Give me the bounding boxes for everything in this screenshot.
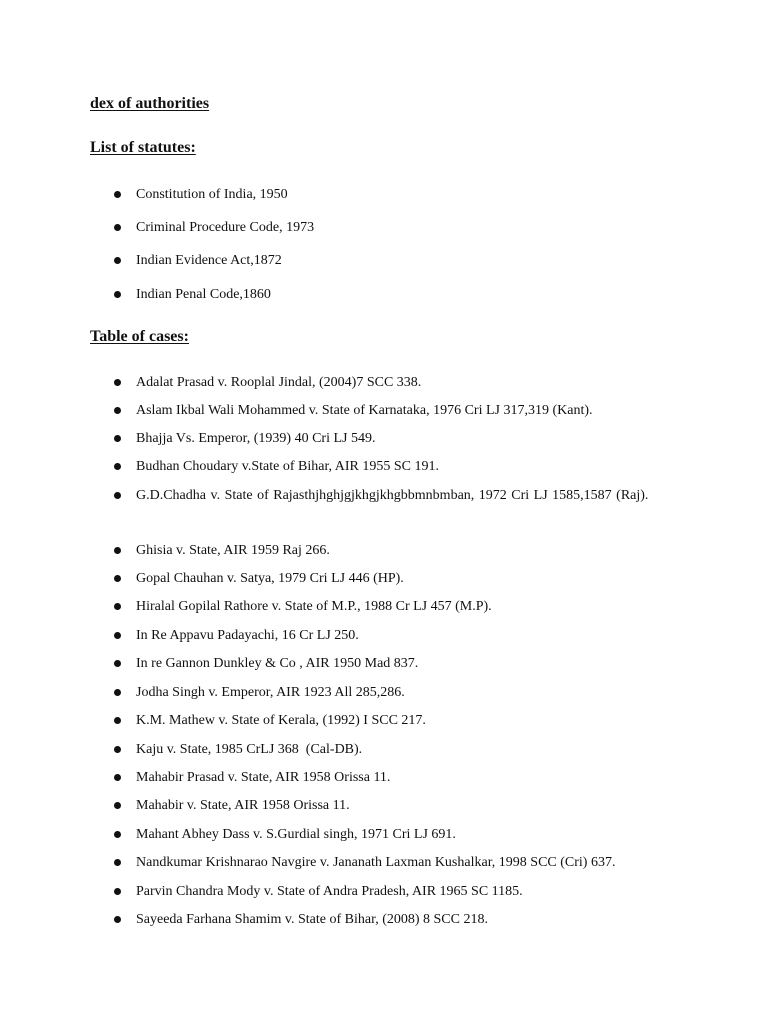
bullet-icon xyxy=(114,717,121,724)
statute-text: Indian Penal Code,1860 xyxy=(136,287,271,302)
bullet-icon xyxy=(114,407,121,414)
case-text: Mahabir v. State, AIR 1958 Orissa 11. xyxy=(136,798,350,813)
case-text: Adalat Prasad v. Rooplal Jindal, (2004)7 SCC 338. xyxy=(136,375,422,390)
bullet-icon xyxy=(114,603,121,610)
case-text: Mahant Abhey Dass v. S.Gurdial singh, 1971 Cri LJ 691. xyxy=(136,827,456,842)
bullet-icon xyxy=(114,492,121,499)
bullet-icon xyxy=(114,575,121,582)
case-text: Sayeeda Farhana Shamim v. State of Bihar, (2008) 8 SCC 218. xyxy=(136,912,488,927)
statute-text: Indian Evidence Act,1872 xyxy=(136,253,282,268)
bullet-icon xyxy=(114,379,121,386)
bullet-icon xyxy=(114,435,121,442)
case-text: Mahabir Prasad v. State, AIR 1958 Orissa 11. xyxy=(136,770,391,785)
bullet-icon xyxy=(114,916,121,923)
bullet-icon xyxy=(114,463,121,470)
statutes-heading: List of statutes: xyxy=(90,139,196,156)
bullet-icon xyxy=(114,888,121,895)
case-text: Budhan Choudary v.State of Bihar, AIR 1955 SC 191. xyxy=(136,459,440,474)
case-text: Nandkumar Krishnarao Navgire v. Jananath Laxman Kushalkar, 1998 SCC (Cri) 637. xyxy=(136,855,616,870)
statute-text: Criminal Procedure Code, 1973 xyxy=(136,220,315,235)
bullet-icon xyxy=(114,746,121,753)
case-text: Jodha Singh v. Emperor, AIR 1923 All 285,286. xyxy=(136,685,405,700)
case-text: Parvin Chandra Mody v. State of Andra Pradesh, AIR 1965 SC 1185. xyxy=(136,884,523,899)
statute-text: Constitution of India, 1950 xyxy=(136,187,288,202)
bullet-icon xyxy=(114,831,121,838)
case-text: Hiralal Gopilal Rathore v. State of M.P., 1988 Cr LJ 457 (M.P). xyxy=(136,599,492,614)
case-text: Bhajja Vs. Emperor, (1939) 40 Cri LJ 549. xyxy=(136,431,376,446)
case-text: K.M. Mathew v. State of Kerala, (1992) I SCC 217. xyxy=(136,713,426,728)
bullet-icon xyxy=(114,291,121,298)
bullet-icon xyxy=(114,547,121,554)
bullet-icon xyxy=(114,191,121,198)
case-text: Ghisia v. State, AIR 1959 Raj 266. xyxy=(136,543,330,558)
bullet-icon xyxy=(114,224,121,231)
case-text: Aslam Ikbal Wali Mohammed v. State of Karnataka, 1976 Cri LJ 317,319 (Kant). xyxy=(136,403,593,418)
bullet-icon xyxy=(114,632,121,639)
cases-heading: Table of cases: xyxy=(90,328,189,345)
case-text: G.D.Chadha v. State of Rajasthjhghjgjkhgjkhgbbmnbmban, 1972 Cri LJ 1585,1587 (Raj). xyxy=(136,488,649,503)
bullet-icon xyxy=(114,774,121,781)
bullet-icon xyxy=(114,689,121,696)
case-text: Gopal Chauhan v. Satya, 1979 Cri LJ 446 (HP). xyxy=(136,571,404,586)
case-text: Kaju v. State, 1985 CrLJ 368 (Cal-DB). xyxy=(136,742,363,757)
index-heading: dex of authorities xyxy=(90,95,210,112)
case-text: In re Gannon Dunkley & Co , AIR 1950 Mad 837. xyxy=(136,656,419,671)
case-text: In Re Appavu Padayachi, 16 Cr LJ 250. xyxy=(136,628,359,643)
bullet-icon xyxy=(114,257,121,264)
bullet-icon xyxy=(114,802,121,809)
bullet-icon xyxy=(114,660,121,667)
bullet-icon xyxy=(114,859,121,866)
